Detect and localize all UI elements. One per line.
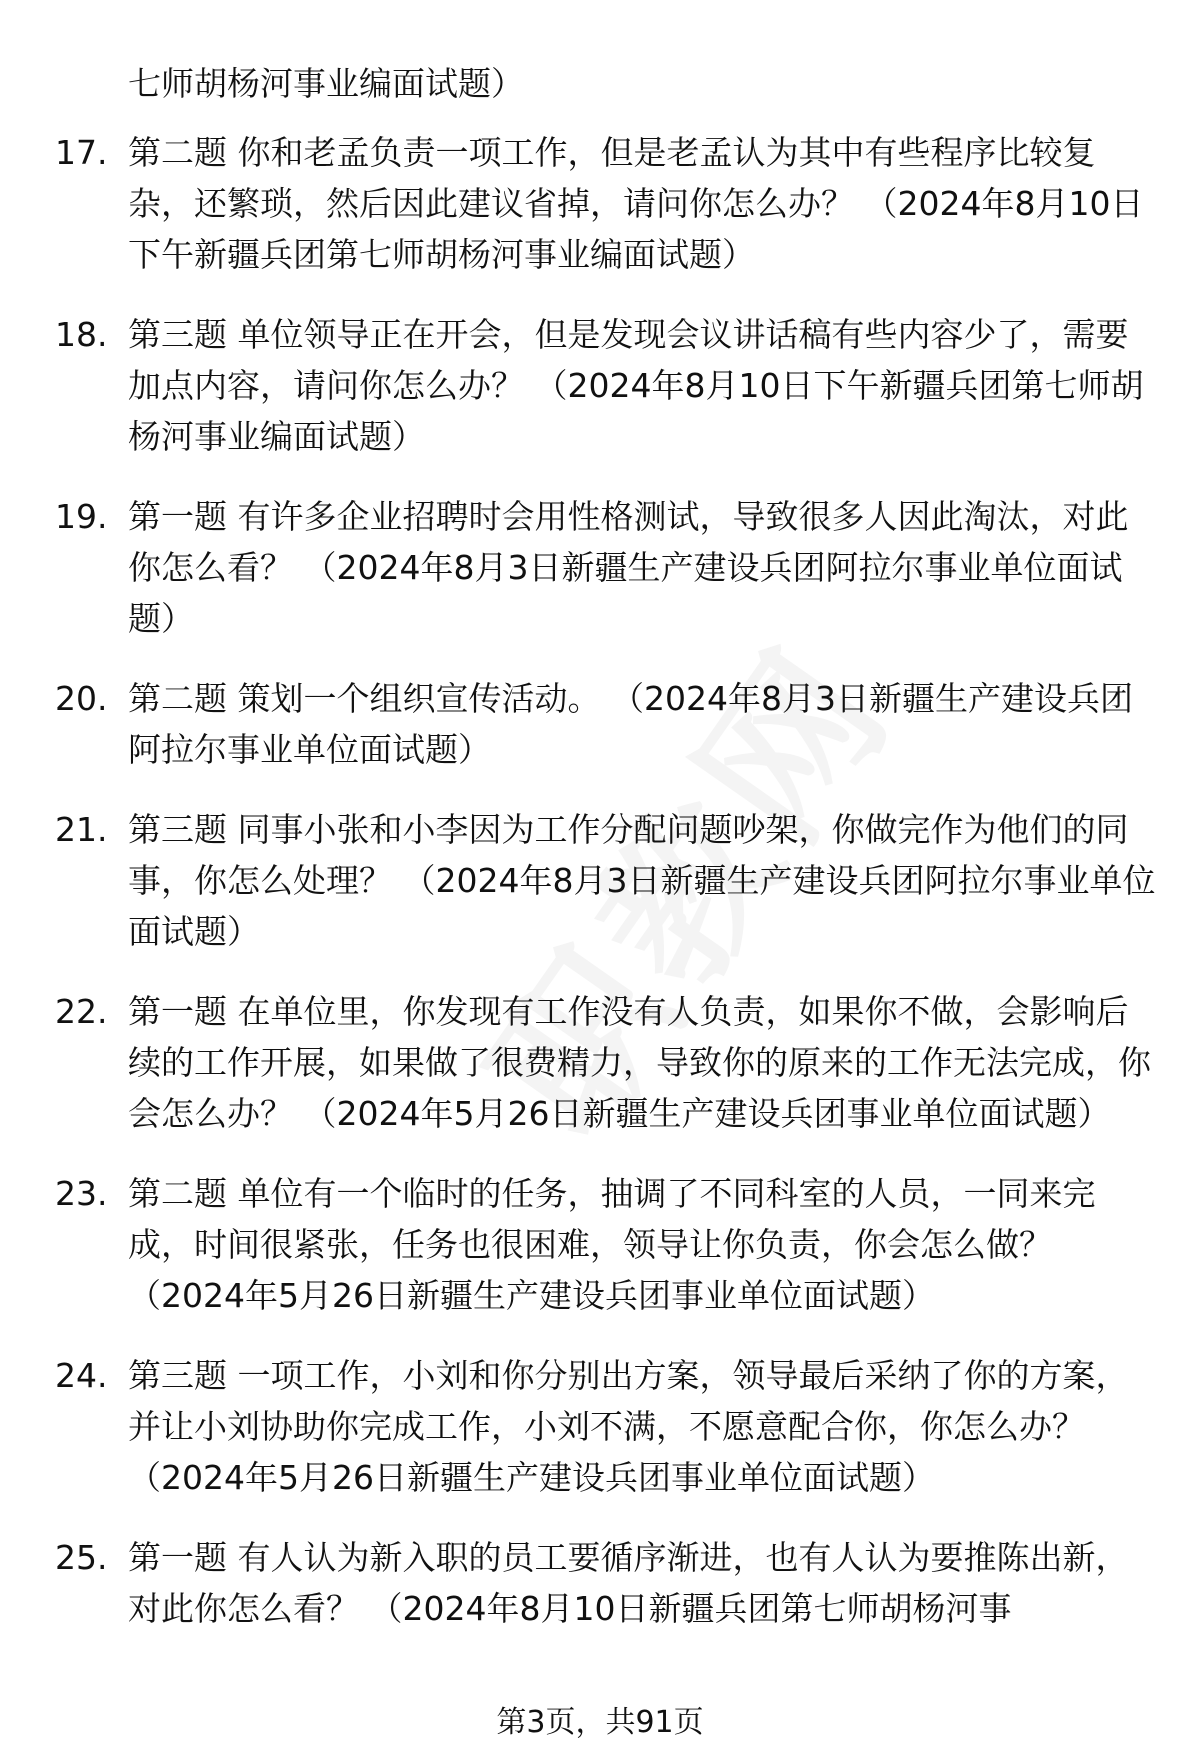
- question-text: 第一题 有许多企业招聘时会用性格测试，导致很多人因此淘汰，对此你怎么看？ （2024年8月3日新疆生产建设兵团阿拉尔事业单位面试题）: [128, 497, 1129, 638]
- question-number: 24.: [55, 1356, 108, 1395]
- question-text: 第二题 你和老孟负责一项工作，但是老孟认为其中有些程序比较复杂，还繁琐，然后因此建议省掉，请问你怎么办？ （2024年8月10日下午新疆兵团第七师胡杨河事业编面试题）: [128, 133, 1144, 274]
- question-item-19: [0, 491, 1200, 644]
- page-footer: 第3页，共91页: [496, 1705, 704, 1740]
- question-number: 19.: [55, 497, 108, 536]
- question-item-24: [0, 1350, 1200, 1503]
- question-number: 21.: [55, 810, 108, 849]
- question-number: 20.: [55, 679, 108, 718]
- question-text: 第二题 策划一个组织宣传活动。 （2024年8月3日新疆生产建设兵团阿拉尔事业单位面试题）: [128, 679, 1133, 769]
- continuation-text: 七师胡杨河事业编面试题）: [128, 64, 524, 103]
- question-number: 17.: [55, 133, 108, 172]
- question-item-17: [0, 127, 1200, 280]
- question-item-25: [0, 1532, 1200, 1634]
- question-text: 第三题 单位领导正在开会，但是发现会议讲话稿有些内容少了，需要加点内容，请问你怎么办？ （2024年8月10日下午新疆兵团第七师胡杨河事业编面试题）: [128, 315, 1144, 456]
- question-text: 第二题 单位有一个临时的任务，抽调了不同科室的人员，一同来完成，时间很紧张，任务也很困难，领导让你负责，你会怎么做？ （2024年5月26日新疆生产建设兵团事业单位面试题）: [128, 1174, 1096, 1315]
- question-number: 23.: [55, 1174, 108, 1213]
- question-list: [0, 127, 1200, 1663]
- question-number: 25.: [55, 1538, 108, 1577]
- question-text: 第一题 有人认为新入职的员工要循序渐进，也有人认为要推陈出新，对此你怎么看？ （2024年8月10日新疆兵团第七师胡杨河事: [128, 1538, 1129, 1628]
- question-item-21: [0, 804, 1200, 957]
- question-item-18: [0, 309, 1200, 462]
- question-number: 18.: [55, 315, 108, 354]
- question-text: 第三题 同事小张和小李因为工作分配问题吵架，你做完作为他们的同事，你怎么处理？ （2024年8月3日新疆生产建设兵团阿拉尔事业单位面试题）: [128, 810, 1156, 951]
- question-item-22: [0, 986, 1200, 1139]
- question-item-23: [0, 1168, 1200, 1321]
- question-text: 第三题 一项工作，小刘和你分别出方案，领导最后采纳了你的方案，并让小刘协助你完成工作，小刘不满，不愿意配合你，你怎么办？ （2024年5月26日新疆生产建设兵团事业单位面试题）: [128, 1356, 1129, 1497]
- question-number: 22.: [55, 992, 108, 1031]
- question-item-20: [0, 673, 1200, 775]
- question-text: 第一题 在单位里，你发现有工作没有人负责，如果你不做，会影响后续的工作开展，如果做了很费精力，导致你的原来的工作无法完成，你会怎么办？ （2024年5月26日新疆生产建设兵团事业单位面试题）: [128, 992, 1151, 1133]
